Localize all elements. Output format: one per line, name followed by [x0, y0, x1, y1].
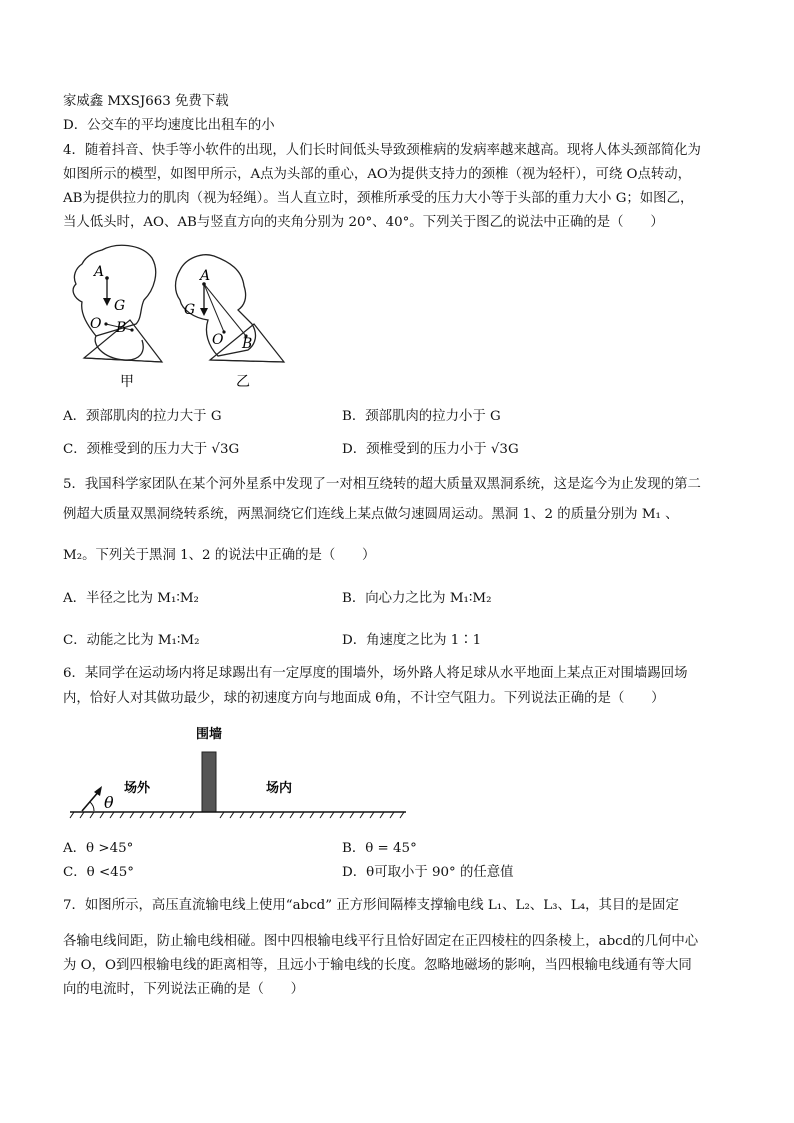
watermark-text: 家威鑫 MXSJ663 免费下载: [63, 94, 229, 109]
q6-line-1: 6．某同学在运动场内将足球踢出有一定厚度的围墙外，场外路人将足球从水平地面上某点正对围墙踢回场: [63, 666, 688, 681]
label-g-right: G: [184, 302, 196, 318]
q4-option-d: D．颈椎受到的压力小于 √3G: [342, 442, 519, 457]
q7-line-1: 7．如图所示，高压直流输电线上使用“abcd” 正方形间隔棒支撑输电线 L₁、L₂、L₃、L₄，其目的是固定: [63, 898, 679, 913]
q4-option-b: B．颈部肌肉的拉力小于 G: [342, 409, 501, 424]
ground-hatching: [70, 812, 404, 818]
inside-label: 场内: [266, 781, 293, 796]
label-a-left: A: [94, 264, 105, 280]
caption-left: 甲: [120, 374, 134, 390]
q7-line-3: 为 O，O到四根输电线的距离相等，且远小于输电线的长度。忽略地磁场的影响，当四根输电线通有等大同: [63, 958, 692, 973]
q4-line-2: 如图所示的模型，如图甲所示，A点为头部的重心，AO为提供支持力的颈椎（视为轻杆），可绕 O点转动，: [63, 167, 692, 182]
q7-line-2: 各输电线间距，防止输电线相碰。图中四根输电线平行且恰好固定在正四棱柱的四条棱上，abcd的几何中心: [63, 934, 699, 949]
label-a-right: A: [200, 268, 211, 284]
q6-option-a: A．θ >45°: [63, 841, 134, 856]
q6-option-d: D．θ可取小于 90° 的任意值: [342, 865, 514, 880]
head-outline-left: [73, 245, 156, 336]
q5-option-b: B．向心力之比为 M₁∶M₂: [342, 591, 492, 606]
label-b-left: B: [116, 320, 127, 336]
label-g-left: G: [114, 298, 126, 314]
q3-option-d: D．公交车的平均速度比出租车的小: [63, 118, 275, 133]
q4-option-a: A．颈部肌肉的拉力大于 G: [63, 409, 222, 424]
q6-option-c: C．θ <45°: [63, 865, 134, 880]
q5-line-3: M₂。下列关于黑洞 1、2 的说法中正确的是（ ）: [63, 548, 376, 563]
q5-option-d: D．角速度之比为 1∶1: [342, 633, 482, 648]
q7-line-4: 向的电流时，下列说法正确的是（ ）: [63, 982, 305, 997]
q4-line-4: 当人低头时，AO、AB与竖直方向的夹角分别为 20°、40°。下列关于图乙的说法中正确的是（ ）: [63, 215, 664, 230]
wall: [202, 752, 216, 812]
q5-line-2: 例超大质量双黑洞绕转系统，两黑洞绕它们连线上某点做匀速圆周运动。黑洞 1、2 的质量分别为 M₁ 、: [63, 507, 679, 522]
q4-neck-figure: [62, 240, 302, 395]
q4-option-c: C．颈椎受到的压力大于 √3G: [63, 442, 240, 457]
q6-line-2: 内，恰好人对其做功最少，球的初速度方向与地面成 θ角，不计空气阻力。下列说法正确的是（ ）: [63, 691, 665, 706]
q5-line-1: 5．我国科学家团队在某个河外星系中发现了一对相互绕转的超大质量双黑洞系统，这是迄今为止发现的第二: [63, 477, 701, 492]
q5-option-c: C．动能之比为 M₁∶M₂: [63, 633, 200, 648]
q5-option-a: A．半径之比为 M₁∶M₂: [63, 591, 199, 606]
q6-wall-figure: [66, 718, 416, 823]
label-o-left: O: [90, 316, 102, 332]
wall-label: 围墙: [196, 727, 223, 742]
angle-label: θ: [104, 793, 114, 812]
q4-line-1: 4．随着抖音、快手等小软件的出现，人们长时间低头导致颈椎病的发病率越来越高。现将人体头颈部简化为: [63, 143, 701, 158]
outside-label: 场外: [124, 781, 151, 796]
q4-line-3: AB为提供拉力的肌肉（视为轻绳）。当人直立时，颈椎所承受的压力大小等于头部的重力大小 G；如图乙，: [63, 191, 694, 206]
label-o-right: O: [212, 332, 224, 348]
caption-right: 乙: [236, 374, 250, 390]
label-b-right: B: [242, 336, 253, 352]
q6-option-b: B．θ = 45°: [342, 841, 417, 856]
